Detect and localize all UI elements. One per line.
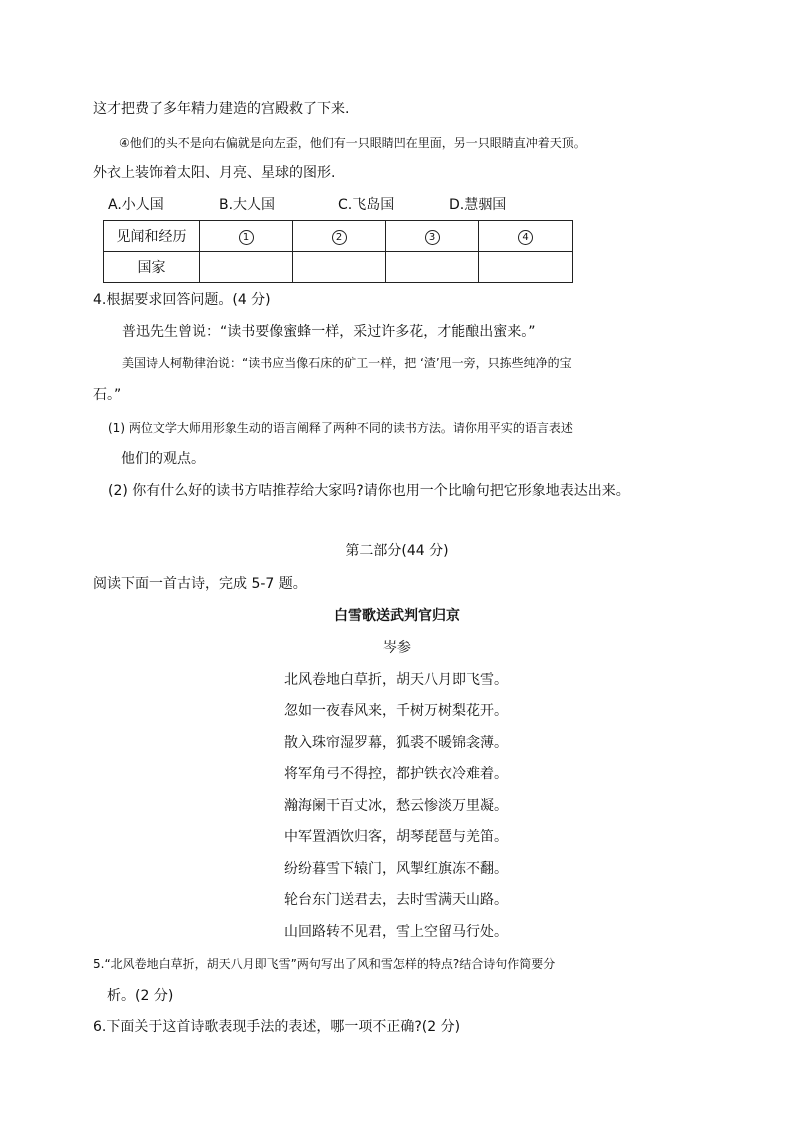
table-cell: [386, 221, 479, 252]
text-line: ④他们的头不是向右偏就是向左歪，他们有一只眼睛凹在里面，另一只眼睛直冲着天顶。: [119, 136, 586, 150]
table-cell: [200, 221, 293, 252]
text-line: 外衣上装饰着太阳、月亮、星球的图形.: [93, 165, 336, 181]
circle-number: 1: [239, 230, 254, 245]
question-4-title: 4.根据要求回答问题。(4 分): [93, 292, 271, 308]
table-row: [104, 221, 573, 252]
question-5: 5.“北风卷地白草折，胡天八月即飞雪”两句写出了风和雪怎样的特点?结合诗句作简要分: [93, 957, 556, 971]
option-d: D.慧骃国: [449, 197, 507, 213]
poem-title: 白雪歌送武判官归京: [334, 608, 460, 624]
poem-author: 岑参: [383, 640, 411, 656]
part-two-heading: 第二部分(44 分): [345, 543, 449, 559]
quote-lu-xun: 普迅先生曾说：“读书要像蜜蜂一样，采过许多花，才能酿出蜜来。”: [122, 324, 536, 340]
sub-question-1: (1) 两位文学大师用形象生动的语言阐释了两种不同的读书方法。请你用平实的语言表述: [108, 421, 573, 435]
poem-line: 轮台东门送君去，去时雪满天山路。: [284, 892, 508, 908]
option-a: A.小人国: [108, 197, 164, 213]
table-cell: [479, 252, 573, 283]
text-line: 这才把费了多年精力建造的宫殿救了下来.: [93, 101, 350, 117]
poem-line: 北风卷地白草折，胡天八月即飞雪。: [284, 672, 508, 688]
circle-number: 3: [425, 230, 440, 245]
experience-country-table: [103, 220, 573, 283]
table-row: [104, 252, 573, 283]
circle-number: 2: [332, 230, 347, 245]
sub-question-2: (2) 你有什么好的读书方咭推荐给大家吗?请你也用一个比喻句把它形象地表达出来。: [108, 483, 630, 499]
poem-line: 散入珠帘湿罗幕，狐裘不暖锦衾薄。: [284, 735, 508, 751]
reading-instruction: 阅读下面一首古诗，完成 5-7 题。: [93, 576, 307, 592]
option-b: B.大人国: [219, 197, 276, 213]
circle-number: 4: [518, 230, 533, 245]
question-5-cont: 析。(2 分): [107, 988, 174, 1004]
poem-line: 忽如一夜春风来，千树万树梨花开。: [284, 703, 508, 719]
table-cell: [386, 252, 479, 283]
poem-line: 中军置酒饮归客，胡琴琵琶与羌笛。: [284, 829, 508, 845]
sub-question-1-cont: 他们的观点。: [121, 451, 205, 467]
table-header-cell: 国家: [104, 252, 200, 283]
table-header-cell: 见闻和经历: [104, 221, 200, 252]
question-6: 6.下面关于这首诗歌表现手法的表述，哪一项不正确?(2 分): [93, 1019, 461, 1035]
poem-line: 山回路转不见君，雪上空留马行处。: [284, 924, 508, 940]
quote-coleridge: 美国诗人柯勒律治说：“读书应当像石床的矿工一样，把 ‘渣’甩一旁，只拣些纯净的宝: [122, 356, 572, 370]
option-c: C.飞岛国: [338, 197, 395, 213]
poem-line: 将军角弓不得控，都护铁衣冷难着。: [284, 766, 508, 782]
table-cell: [479, 221, 573, 252]
poem-line: 瀚海阑干百丈冰，愁云惨淡万里凝。: [284, 798, 508, 814]
quote-coleridge-cont: 石。”: [93, 387, 122, 403]
poem-line: 纷纷暮雪下辕门，风掣红旗冻不翻。: [284, 861, 508, 877]
table-cell: [293, 252, 386, 283]
table-cell: [293, 221, 386, 252]
table-cell: [200, 252, 293, 283]
